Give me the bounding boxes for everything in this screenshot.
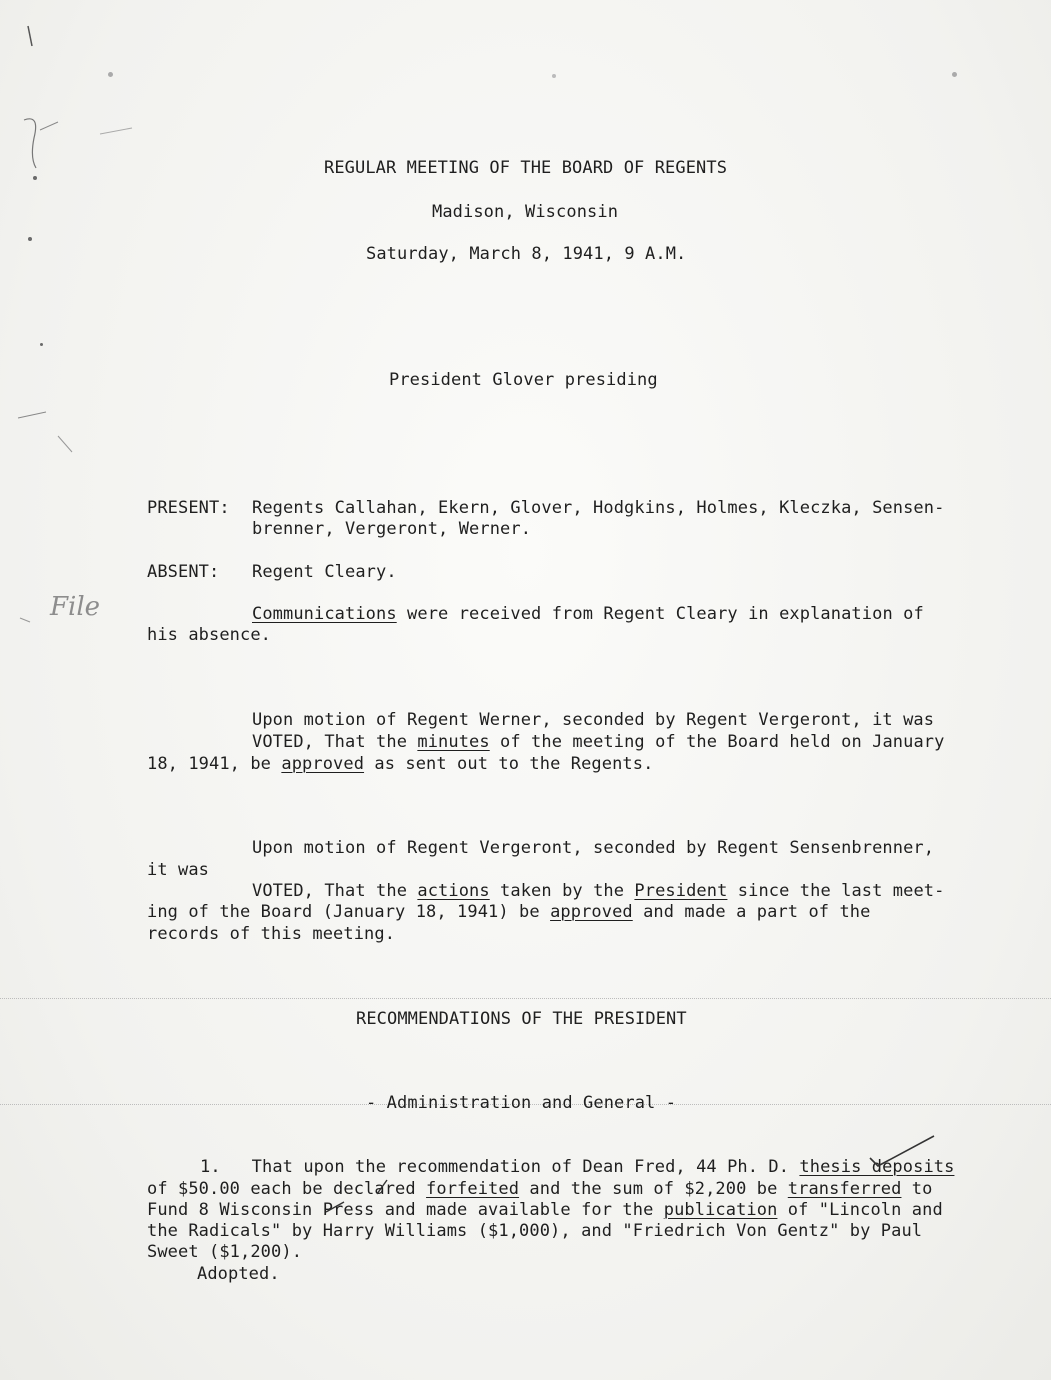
scan-speck [952, 72, 957, 77]
margin-pencil-marks [10, 18, 140, 458]
margin-arrow-mark [18, 608, 48, 628]
pencil-strike [373, 1176, 393, 1200]
motion2-line4: ing of the Board (January 18, 1941) be approved and made a part of the [147, 902, 871, 922]
motion1-line1: Upon motion of Regent Werner, seconded by Regent Vergeront, it was [252, 710, 935, 730]
motion2-line2: it was [147, 860, 210, 880]
item1-line5: Sweet ($1,200). [147, 1242, 303, 1262]
absent-label: ABSENT: [147, 562, 220, 582]
item1-adopted: Adopted. [197, 1264, 280, 1284]
meeting-location: Madison, Wisconsin [432, 202, 619, 222]
present-list-line2: brenner, Vergeront, Werner. [252, 519, 532, 539]
communications-line1: Communications were received from Regent Cleary in explanation of [252, 604, 924, 624]
margin-handwritten-note: File [50, 592, 101, 622]
meeting-title: REGULAR MEETING OF THE BOARD OF REGENTS [324, 158, 728, 178]
item1-line2: of $50.00 each be declared forfeited and the sum of $2,200 be transferred to [147, 1179, 933, 1199]
motion1-line3: 18, 1941, be approved as sent out to the Regents. [147, 754, 654, 774]
item1-line4: the Radicals" by Harry Williams ($1,000), and "Friedrich Von Gentz" by Paul [147, 1221, 923, 1241]
presiding-line: President Glover presiding [389, 370, 658, 390]
recommendations-subheading: - Administration and General - [366, 1093, 677, 1113]
meeting-date: Saturday, March 8, 1941, 9 A.M. [366, 244, 687, 264]
item1-line3: Fund 8 Wisconsin Press and made available for the publication of "Lincoln and [147, 1200, 943, 1220]
recommendations-heading: RECOMMENDATIONS OF THE PRESIDENT [356, 1009, 687, 1029]
communications-underlined: Communications [252, 604, 397, 624]
scan-speck [552, 74, 556, 78]
present-list-line1: Regents Callahan, Ekern, Glover, Hodgkins, Holmes, Kleczka, Sensen- [252, 498, 945, 518]
present-label: PRESENT: [147, 498, 230, 518]
motion2-line3: VOTED, That the actions taken by the President since the last meet- [252, 881, 945, 901]
pencil-checkmark [860, 1132, 940, 1172]
pencil-checkmark-small [322, 1198, 352, 1218]
communications-line2: his absence. [147, 625, 272, 645]
fold-line [0, 998, 1051, 999]
item1-line1: 1. That upon the recommendation of Dean Fred, 44 Ph. D. thesis deposits [200, 1157, 955, 1177]
motion2-line1: Upon motion of Regent Vergeront, seconded by Regent Sensenbrenner, [252, 838, 935, 858]
motion1-line2: VOTED, That the minutes of the meeting of the Board held on January [252, 732, 945, 752]
absent-value: Regent Cleary. [252, 562, 397, 582]
motion2-line5: records of this meeting. [147, 924, 396, 944]
